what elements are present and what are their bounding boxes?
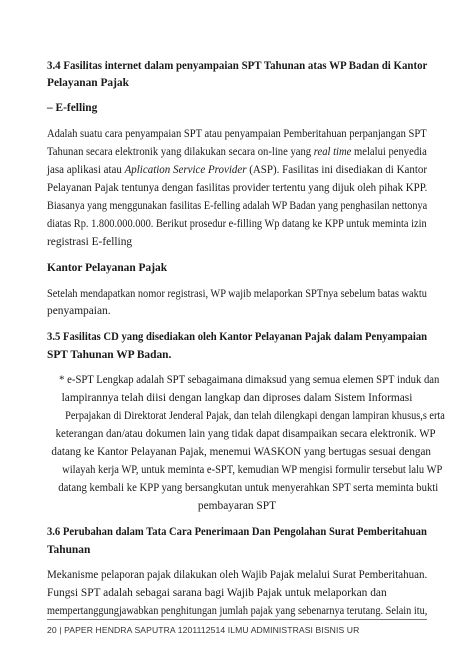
section-3-4-heading-line-2: Pelayanan Pajak (47, 77, 129, 89)
footer-divider (47, 619, 427, 620)
page-footer: 20 | PAPER HENDRA SAPUTRA 1201112514 ILMU ADMINISTRASI BISNIS UR (47, 625, 360, 635)
section-3-5-heading-line-2: SPT Tahunan WP Badan. (47, 349, 172, 361)
section-3-6-heading-line-2: Tahunan (47, 544, 91, 556)
section-3-6-heading-line-1: 3.6 Perubahan dalam Tata Cara Penerimaan Dan Pengolahan Surat Pemberitahuan (47, 526, 427, 538)
centered-line: pembayaran SPT (197, 500, 277, 512)
paragraph-line: mempertanggungjawabkan penghitungan jumlah pajak yang sebenarnya terutang. Selain itu, (47, 605, 428, 617)
subheading-e-felling: – E-felling (47, 102, 98, 114)
paragraph-line: Mekanisme pelaporan pajak dilakukan oleh Wajib Pajak melalui Surat Pemberitahuan. (47, 569, 428, 581)
paragraph-line: Fungsi SPT adalah sebagai sarana bagi Wajib Pajak untuk melaporkan dan (47, 587, 387, 599)
centered-line: Perpajakan di Direktorat Jenderal Pajak, dan telah dilengkapi dengan lampiran khusus,s erta (65, 410, 445, 422)
paragraph-line: Tahunan secara elektronik yang dilakukan secara on-line yang real time melalui penyedia (47, 146, 427, 158)
centered-line: * e-SPT Lengkap adalah SPT sebagaimana dimaksud yang semua elemen SPT induk dan (59, 374, 440, 386)
centered-line: wilayah kerja WP, untuk meminta e-SPT, kemudian WP mengisi formulir tersebut lalu WP (62, 464, 443, 476)
centered-line: datang ke Kantor Pelayanan Pajak, menemui WASKON yang bertugas sesuai dengan (51, 446, 431, 458)
section-3-4-heading-line-1: 3.4 Fasilitas internet dalam penyampaian SPT Tahunan atas WP Badan di Kantor (47, 60, 428, 72)
kpp-heading: Kantor Pelayanan Pajak (47, 262, 168, 274)
paragraph-line: Biasanya yang menggunakan fasilitas E-felling adalah WP Badan yang penghasilan nettonya (47, 200, 428, 212)
paragraph-line: diatas Rp. 1.800.000.000. Berikut prosedur e-filling Wp datang ke KPP untuk meminta izin (47, 218, 427, 230)
centered-line: lampirannya telah diisi dengan langkap dan diproses dalam Sistem Informasi (61, 392, 413, 404)
paragraph-line: penyampaian. (47, 305, 111, 317)
centered-line: datang kembali ke KPP yang bersangkutan untuk menyerahkan SPT serta meminta bukti (58, 482, 439, 494)
paragraph-line: Pelayanan Pajak tentunya dengan fasilitas provider tertentu yang dijuk oleh pihak KPP. (47, 182, 428, 194)
paragraph-line: Adalah suatu cara penyampaian SPT atau penyampaian Pemberitahuan perpanjangan SPT (47, 128, 427, 140)
section-3-5-heading-line-1: 3.5 Fasilitas CD yang disediakan oleh Kantor Pelayanan Pajak dalam Penyampaian (47, 331, 428, 343)
centered-line: keterangan dan/atau dokumen lain yang tidak dapat disampaikan secara elektronik. WP (55, 428, 436, 440)
paragraph-line: Setelah mendapatkan nomor registrasi, WP wajib melaporkan SPTnya sebelum batas waktu (47, 288, 427, 300)
paragraph-line: registrasi E-felling (47, 236, 133, 248)
paragraph-line: jasa aplikasi atau Aplication Service Provider (ASP). Fasilitas ini disediakan di Kantor (47, 164, 428, 176)
